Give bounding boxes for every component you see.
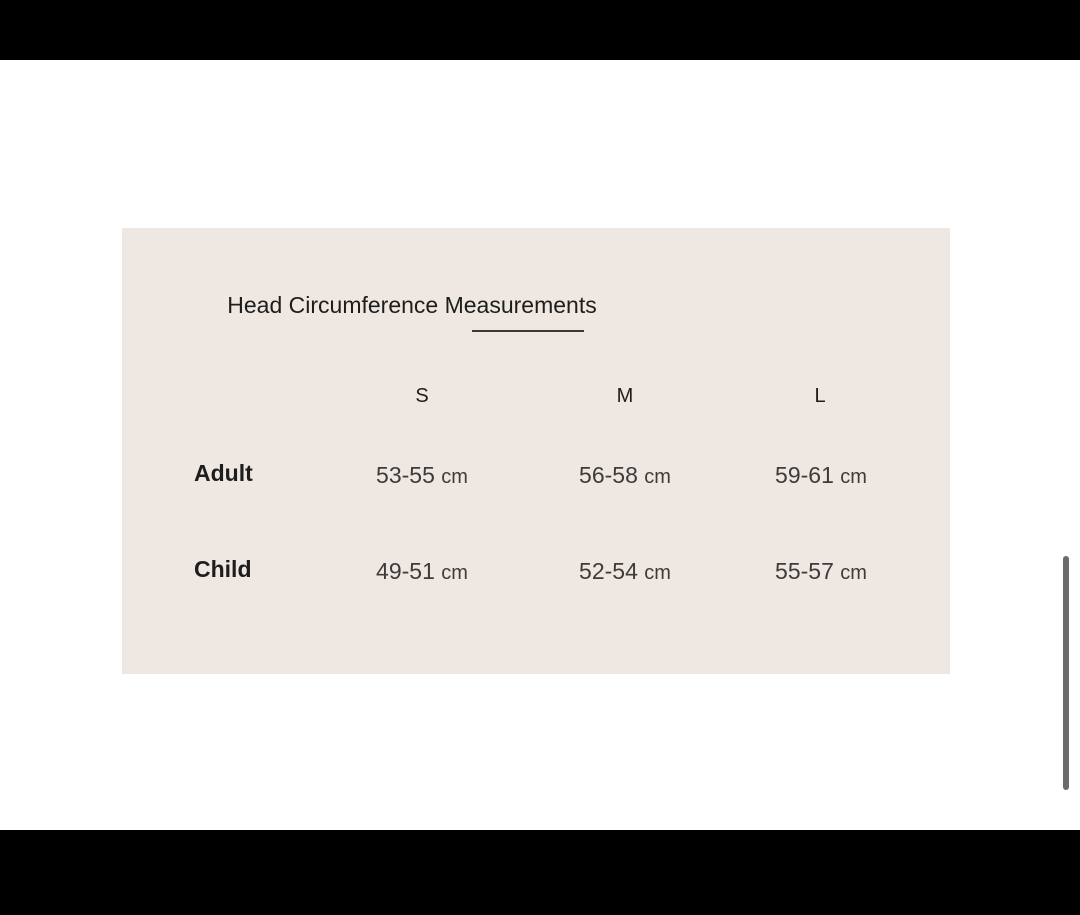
cell-unit: cm (441, 562, 468, 584)
cell-unit: cm (644, 466, 671, 488)
row-label-adult: Adult (194, 460, 253, 486)
cell-value: 59-61 (775, 462, 834, 488)
column-header-s: S (415, 385, 429, 407)
row-label-child: Child (194, 556, 252, 582)
column-header-m: M (616, 385, 634, 407)
image-viewer (0, 60, 1080, 830)
table-cell (545, 558, 705, 585)
table-cell (545, 462, 705, 489)
title-underline (472, 330, 584, 332)
cell-unit: cm (840, 562, 867, 584)
cell-unit: cm (441, 466, 468, 488)
table-cell (342, 462, 502, 489)
chart-title: Head Circumference Measurements (227, 292, 597, 318)
cell-value: 52-54 (579, 558, 638, 584)
cell-value: 49-51 (376, 558, 435, 584)
table-cell (741, 462, 901, 489)
cell-unit: cm (840, 466, 867, 488)
cell-value: 55-57 (775, 558, 834, 584)
size-chart-card (122, 228, 950, 674)
table-cell (342, 558, 502, 585)
column-header-l: L (814, 385, 826, 407)
table-cell (741, 558, 901, 585)
cell-value: 56-58 (579, 462, 638, 488)
cell-value: 53-55 (376, 462, 435, 488)
vertical-scrollbar[interactable] (1063, 556, 1069, 790)
cell-unit: cm (644, 562, 671, 584)
